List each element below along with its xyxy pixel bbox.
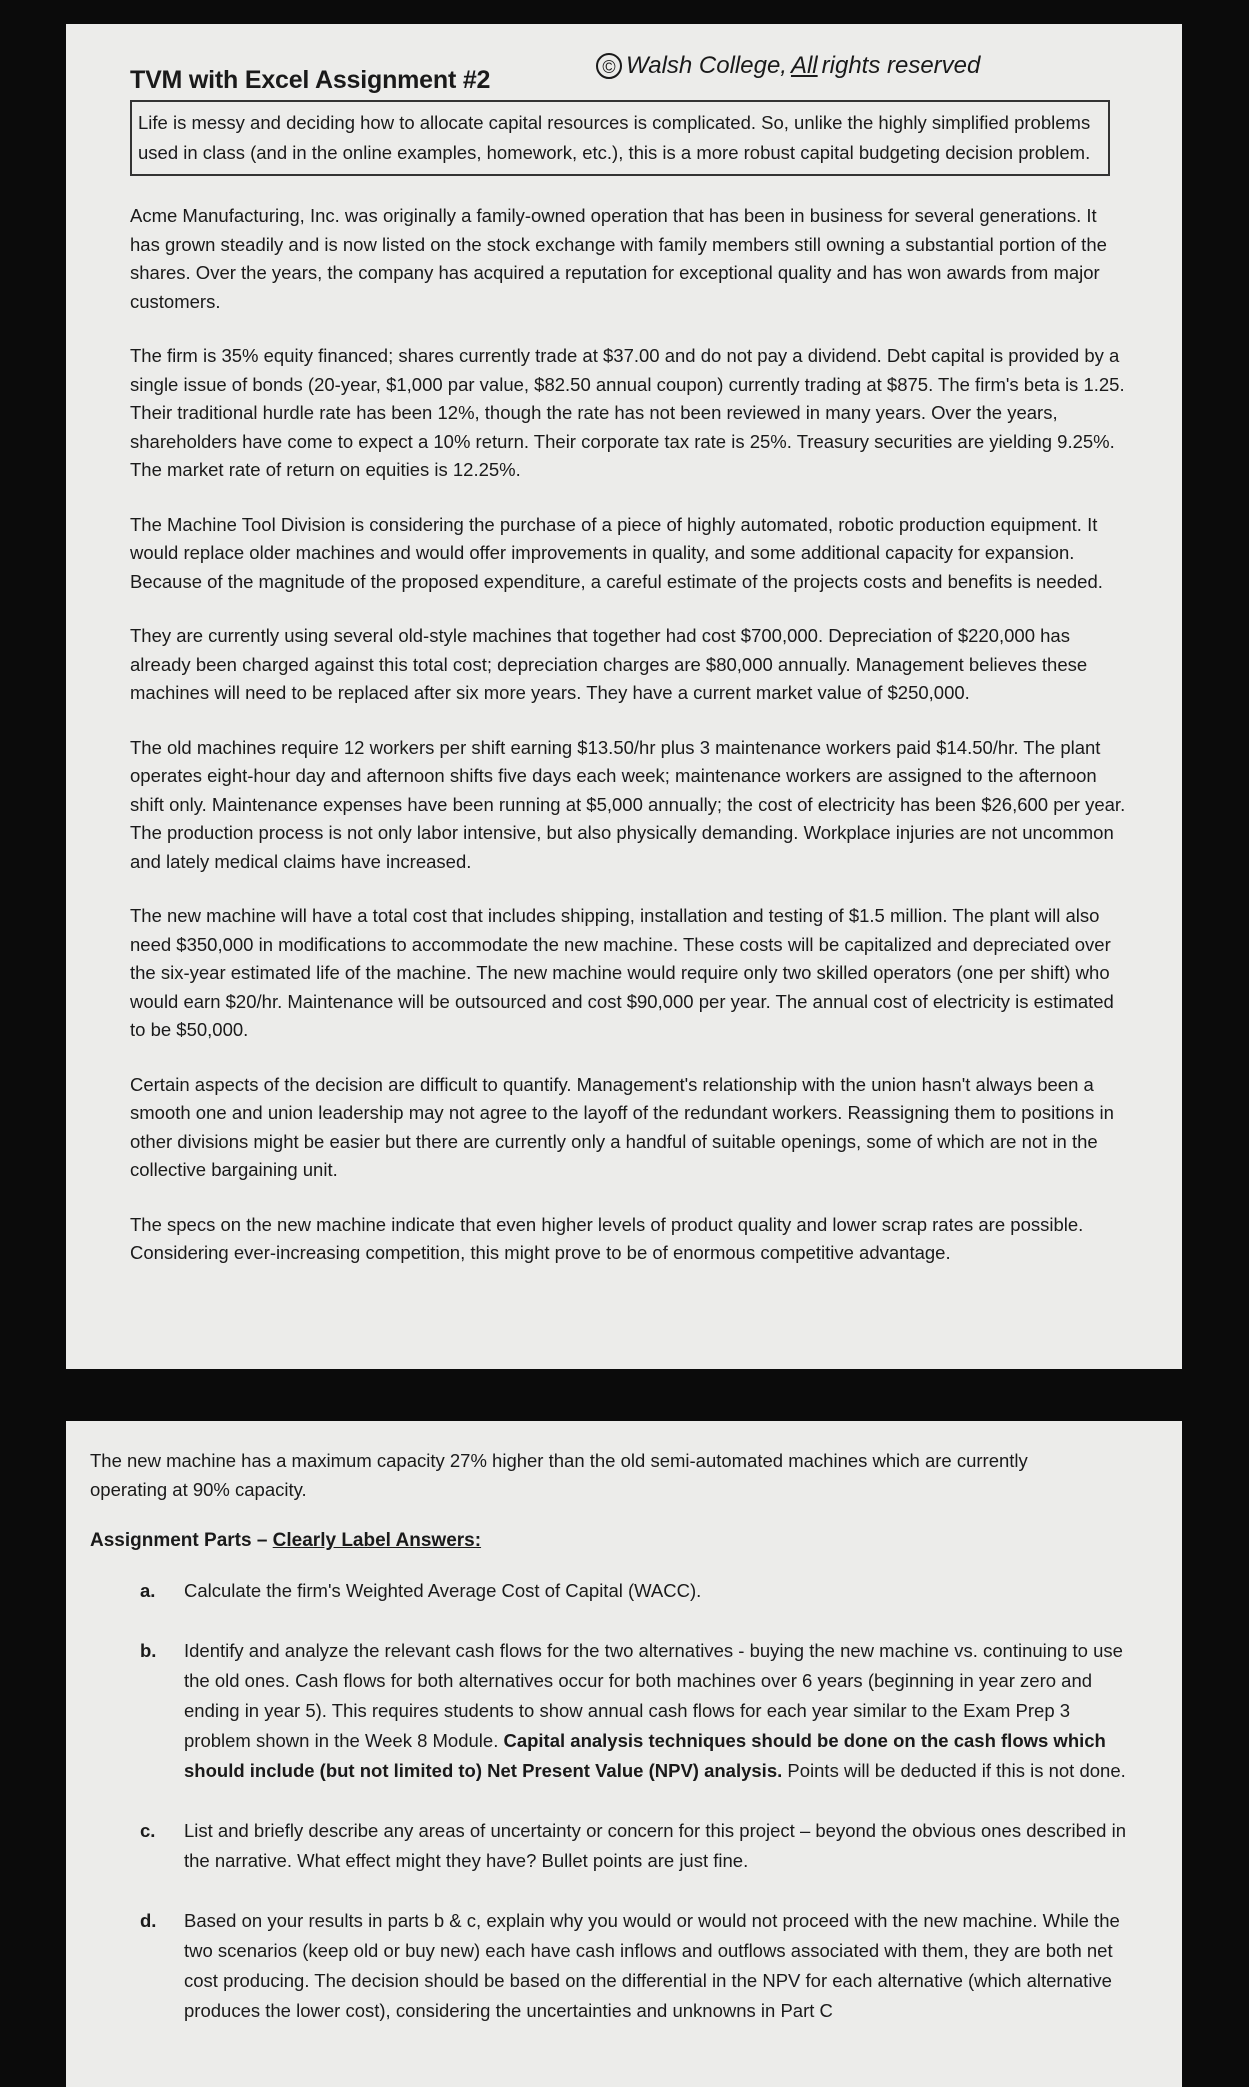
document-title: TVM with Excel Assignment #2 bbox=[130, 66, 491, 94]
paragraph-union-concerns: Certain aspects of the decision are difficult to quantify. Management's relationship with the union hasn't always been a smooth one and union leadership may not agree to the layoff of the redundant workers. Reassigning them to positions in other divisions might be easier but there are currently only a handful of suitable openings, some of which are not in the collective bargaining unit. bbox=[130, 1073, 1114, 1180]
assignment-item-b bbox=[90, 1636, 1138, 1786]
paragraph-new-machine: The new machine will have a total cost that includes shipping, installation and testing of $1.5 million. The plant will also need $350,000 in modifications to accommodate the new machine. These costs will be capitalized and depreciated over the six-year estimated life of the machine. The new machine would require only two skilled operators (one per shift) who would earn $20/hr. Maintenance will be outsourced and cost $90,000 per year. The annual cost of electricity is estimated to be $50,000. bbox=[130, 905, 1114, 1040]
item-label: b. bbox=[140, 1640, 157, 1661]
copyright-prefix: Walsh College, bbox=[626, 52, 787, 79]
item-text: Identify and analyze the relevant cash flows for the two alternatives - buying the new machine vs. continuing to use the old ones. Cash flows for both alternatives occur for both machines over 6 years (beginning in year zero and ending in year 5). This requires students to show annual cash flows for each year similar to the Exam Prep 3 problem shown in the Week 8 Module. bbox=[184, 1640, 1123, 1751]
paragraph-machine-tool-division: The Machine Tool Division is considering the purchase of a piece of highly automated, robotic production equipment. It would replace older machines and would offer improvements in quality, and some additional capacity for expansion. Because of the magnitude of the proposed expenditure, a careful estimate of the projects costs and benefits is needed. bbox=[130, 513, 1103, 592]
copyright-icon: © bbox=[596, 53, 622, 79]
item-label: d. bbox=[140, 1910, 157, 1931]
paragraph-capacity: The new machine has a maximum capacity 27% higher than the old semi-automated machines which are currently operating at 90% capacity. bbox=[90, 1450, 1028, 1500]
assignment-parts-prefix: Assignment Parts – bbox=[90, 1530, 273, 1551]
assignment-item-c bbox=[90, 1816, 1138, 1876]
assignment-page-1 bbox=[66, 24, 1182, 1369]
assignment-parts-underlined: Clearly Label Answers: bbox=[272, 1530, 482, 1551]
paragraph-labor-costs: The old machines require 12 workers per shift earning $13.50/hr plus 3 maintenance workers paid $14.50/hr. The plant operates eight-hour day and afternoon shifts five days each week; maintenance workers are assigned to the afternoon shift only. Maintenance expenses have been running at $5,000 annually; the cost of electricity has been $26,600 per year. The production process is not only labor intensive, but also physically demanding. Workplace injuries are not uncommon and lately medical claims have increased. bbox=[130, 736, 1126, 872]
assignment-item-d bbox=[90, 1906, 1138, 2026]
copyright-suffix: rights reserved bbox=[821, 52, 981, 79]
assignment-parts-heading bbox=[90, 1530, 1138, 1552]
item-label: c. bbox=[140, 1820, 156, 1841]
item-text: Based on your results in parts b & c, explain why you would or would not proceed with the new machine. While the two scenarios (keep old or buy new) each have cash inflows and outflows associated with them, they are both net cost producing. The decision should be based on the differential in the NPV for each alternative (which alternative produces the lower cost), considering the uncertainties and unknowns in Part C bbox=[184, 1910, 1120, 2021]
item-text: Calculate the firm's Weighted Average Cost of Capital (WACC). bbox=[184, 1580, 702, 1601]
paragraph-financing: The firm is 35% equity financed; shares currently trade at $37.00 and do not pay a dividend. Debt capital is provided by a single issue of bonds (20-year, $1,000 par value, $82.50 annual coupon) currently trading at $875. The firm's beta is 1.25. Their traditional hurdle rate has been 12%, though the rate has not been reviewed in many years. Over the years, shareholders have come to expect a 10% return. Their corporate tax rate is 25%. Treasury securities are yielding 9.25%. The market rate of return on equities is 12.25%. bbox=[130, 345, 1125, 480]
intro-box: Life is messy and deciding how to allocate capital resources is complicated. So, unlike the highly simplified problems used in class (and in the online examples, homework, etc.), this is a more robust capital budgeting decision problem. bbox=[130, 100, 1110, 176]
item-tail-text: Points will be deducted if this is not done. bbox=[782, 1760, 1126, 1781]
item-text-container bbox=[184, 1636, 1138, 1786]
assignment-page-2 bbox=[66, 1421, 1182, 2087]
paragraph-company-background: Acme Manufacturing, Inc. was originally a family-owned operation that has been in business for several generations. It has grown steadily and is now listed on the stock exchange with family members still owning a substantial portion of the shares. Over the years, the company has acquired a reputation for exceptional quality and has won awards from major customers. bbox=[130, 205, 1107, 312]
paragraph-old-machines: They are currently using several old-style machines that together had cost $700,000. Depreciation of $220,000 has already been charged against this total cost; depreciation charges are $80,000 annually. Management believes these machines will need to be replaced after six more years. They have a current market value of $250,000. bbox=[130, 625, 1088, 703]
item-text: List and briefly describe any areas of uncertainty or concern for this project – beyond the obvious ones described in the narrative. What effect might they have? Bullet points are just fine. bbox=[184, 1820, 1126, 1871]
page-header bbox=[130, 44, 1122, 100]
copyright-notice bbox=[596, 52, 980, 80]
copyright-underlined: All bbox=[790, 52, 818, 79]
paragraph-quality: The specs on the new machine indicate that even higher levels of product quality and lower scrap rates are possible. Considering ever-increasing competition, this might prove to be of enormous competitive advantage. bbox=[130, 1213, 1084, 1263]
item-label: a. bbox=[140, 1580, 156, 1601]
assignment-item-a bbox=[90, 1576, 1138, 1606]
item-bold-text: Capital analysis techniques should be done on the cash flows which should include (but not limited to) Net Present Value (NPV) analysis. bbox=[184, 1730, 1106, 1781]
